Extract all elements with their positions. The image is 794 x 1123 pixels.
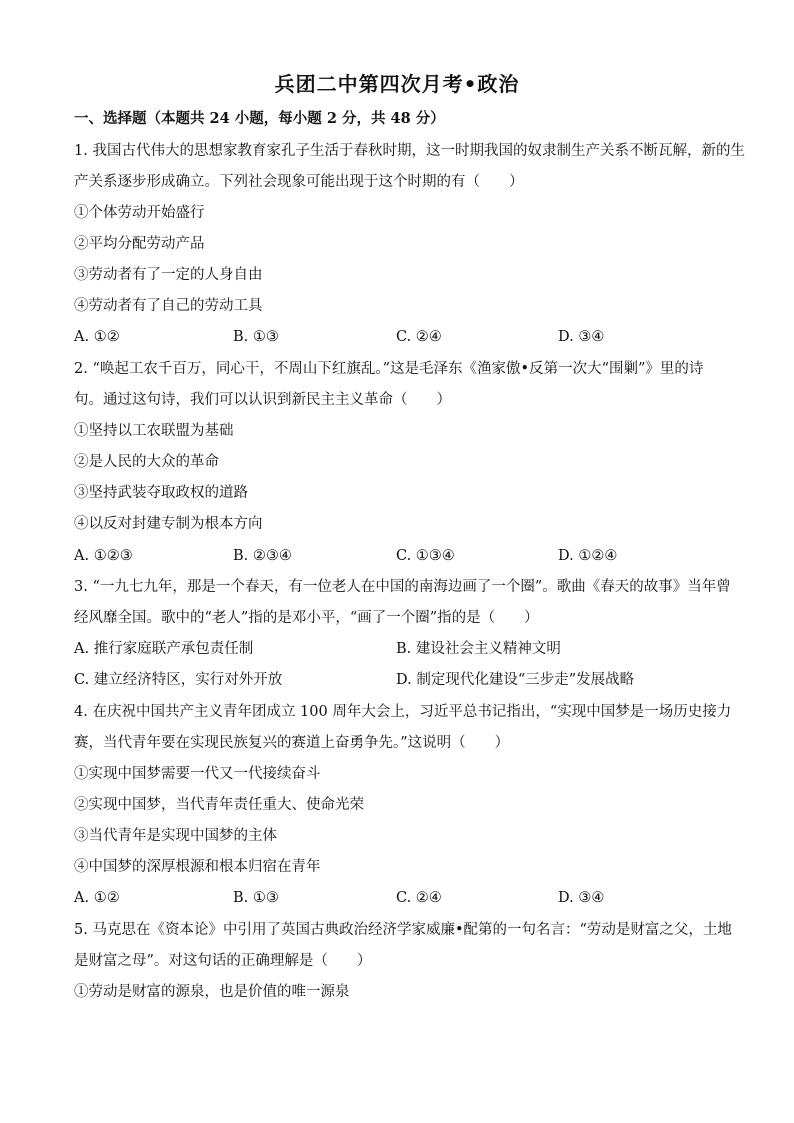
q4-item-2: ②实现中国梦，当代青年责任重大、使命光荣 [74,797,364,813]
q1-option-b: B. ①③ [233,329,279,345]
q4-item-1: ①实现中国梦需要一代又一代接续奋斗 [74,766,321,782]
q2-item-3: ③坚持武装夺取政权的道路 [74,485,248,501]
q2-item-1: ①坚持以工农联盟为基础 [74,423,234,439]
q4-option-d: D. ③④ [558,890,605,906]
q3-option-c: C. 建立经济特区，实行对外开放 [74,672,283,688]
q4-item-4: ④中国梦的深厚根源和根本归宿在青年 [74,859,321,875]
q1-option-d: D. ③④ [558,329,605,345]
q3-option-a: A. 推行家庭联产承包责任制 [74,641,254,657]
q2-stem-line-2: 句。通过这句诗，我们可以认识到新民主主义革命（ ） [74,392,451,408]
q2-option-b: B. ②③④ [233,548,292,564]
page-title: 兵团二中第四次月考•政治 [274,72,520,96]
q1-item-3: ③劳动者有了一定的人身自由 [74,267,263,283]
q2-option-c: C. ①③④ [396,548,455,564]
q3-stem-line-1: 3. “一九七九年，那是一个春天，有一位老人在中国的南海边画了一个圈”。歌曲《春天的故事》当年曾 [74,579,731,595]
q4-item-3: ③当代青年是实现中国梦的主体 [74,828,277,844]
q4-stem-line-1: 4. 在庆祝中国共产主义青年团成立 100 周年大会上，习近平总书记指出，“实现中国梦是一场历史接力 [74,704,732,720]
q1-stem-line-1: 1. 我国古代伟大的思想家教育家孔子生活于春秋时期，这一时期我国的奴隶制生产关系不断瓦解，新的生 [74,143,745,159]
q2-item-4: ④以反对封建专制为根本方向 [74,516,263,532]
q1-item-4: ④劳动者有了自己的劳动工具 [74,298,263,314]
q1-item-2: ②平均分配劳动产品 [74,236,205,252]
q2-option-d: D. ①②④ [558,548,618,564]
q5-stem-line-2: 是财富之母”。对这句话的正确理解是（ ） [74,953,372,969]
q3-option-b: B. 建设社会主义精神文明 [396,641,561,657]
q1-option-c: C. ②④ [396,329,442,345]
q3-option-d: D. 制定现代化建设“三步走”发展战略 [396,672,635,688]
section-heading: 一、选择题（本题共 24 小题，每小题 2 分，共 48 分） [74,110,445,127]
q1-option-a: A. ①② [74,329,120,345]
q2-stem-line-1: 2. “唤起工农千百万，同心干，不周山下红旗乱。”这是毛泽东《渔家傲•反第一次大“围剿”》里的诗 [74,361,704,377]
q4-option-a: A. ①② [74,890,120,906]
q4-option-c: C. ②④ [396,890,442,906]
q3-stem-line-2: 经风靡全国。歌中的“老人”指的是邓小平，“画了一个圈”指的是（ ） [74,610,539,626]
q4-stem-line-2: 赛，当代青年要在实现民族复兴的赛道上奋勇争先。”这说明（ ） [74,735,510,751]
q4-option-b: B. ①③ [233,890,279,906]
q2-item-2: ②是人民的大众的革命 [74,454,219,470]
q1-item-1: ①个体劳动开始盛行 [74,205,205,221]
q2-option-a: A. ①②③ [74,548,133,564]
q5-item-1: ①劳动是财富的源泉，也是价值的唯一源泉 [74,984,350,1000]
q1-stem-line-2: 产关系逐步形成确立。下列社会现象可能出现于这个时期的有（ ） [74,174,524,190]
q5-stem-line-1: 5. 马克思在《资本论》中引用了英国古典政治经济学家威廉•配第的一句名言：“劳动是财富之父，土地 [74,922,732,938]
